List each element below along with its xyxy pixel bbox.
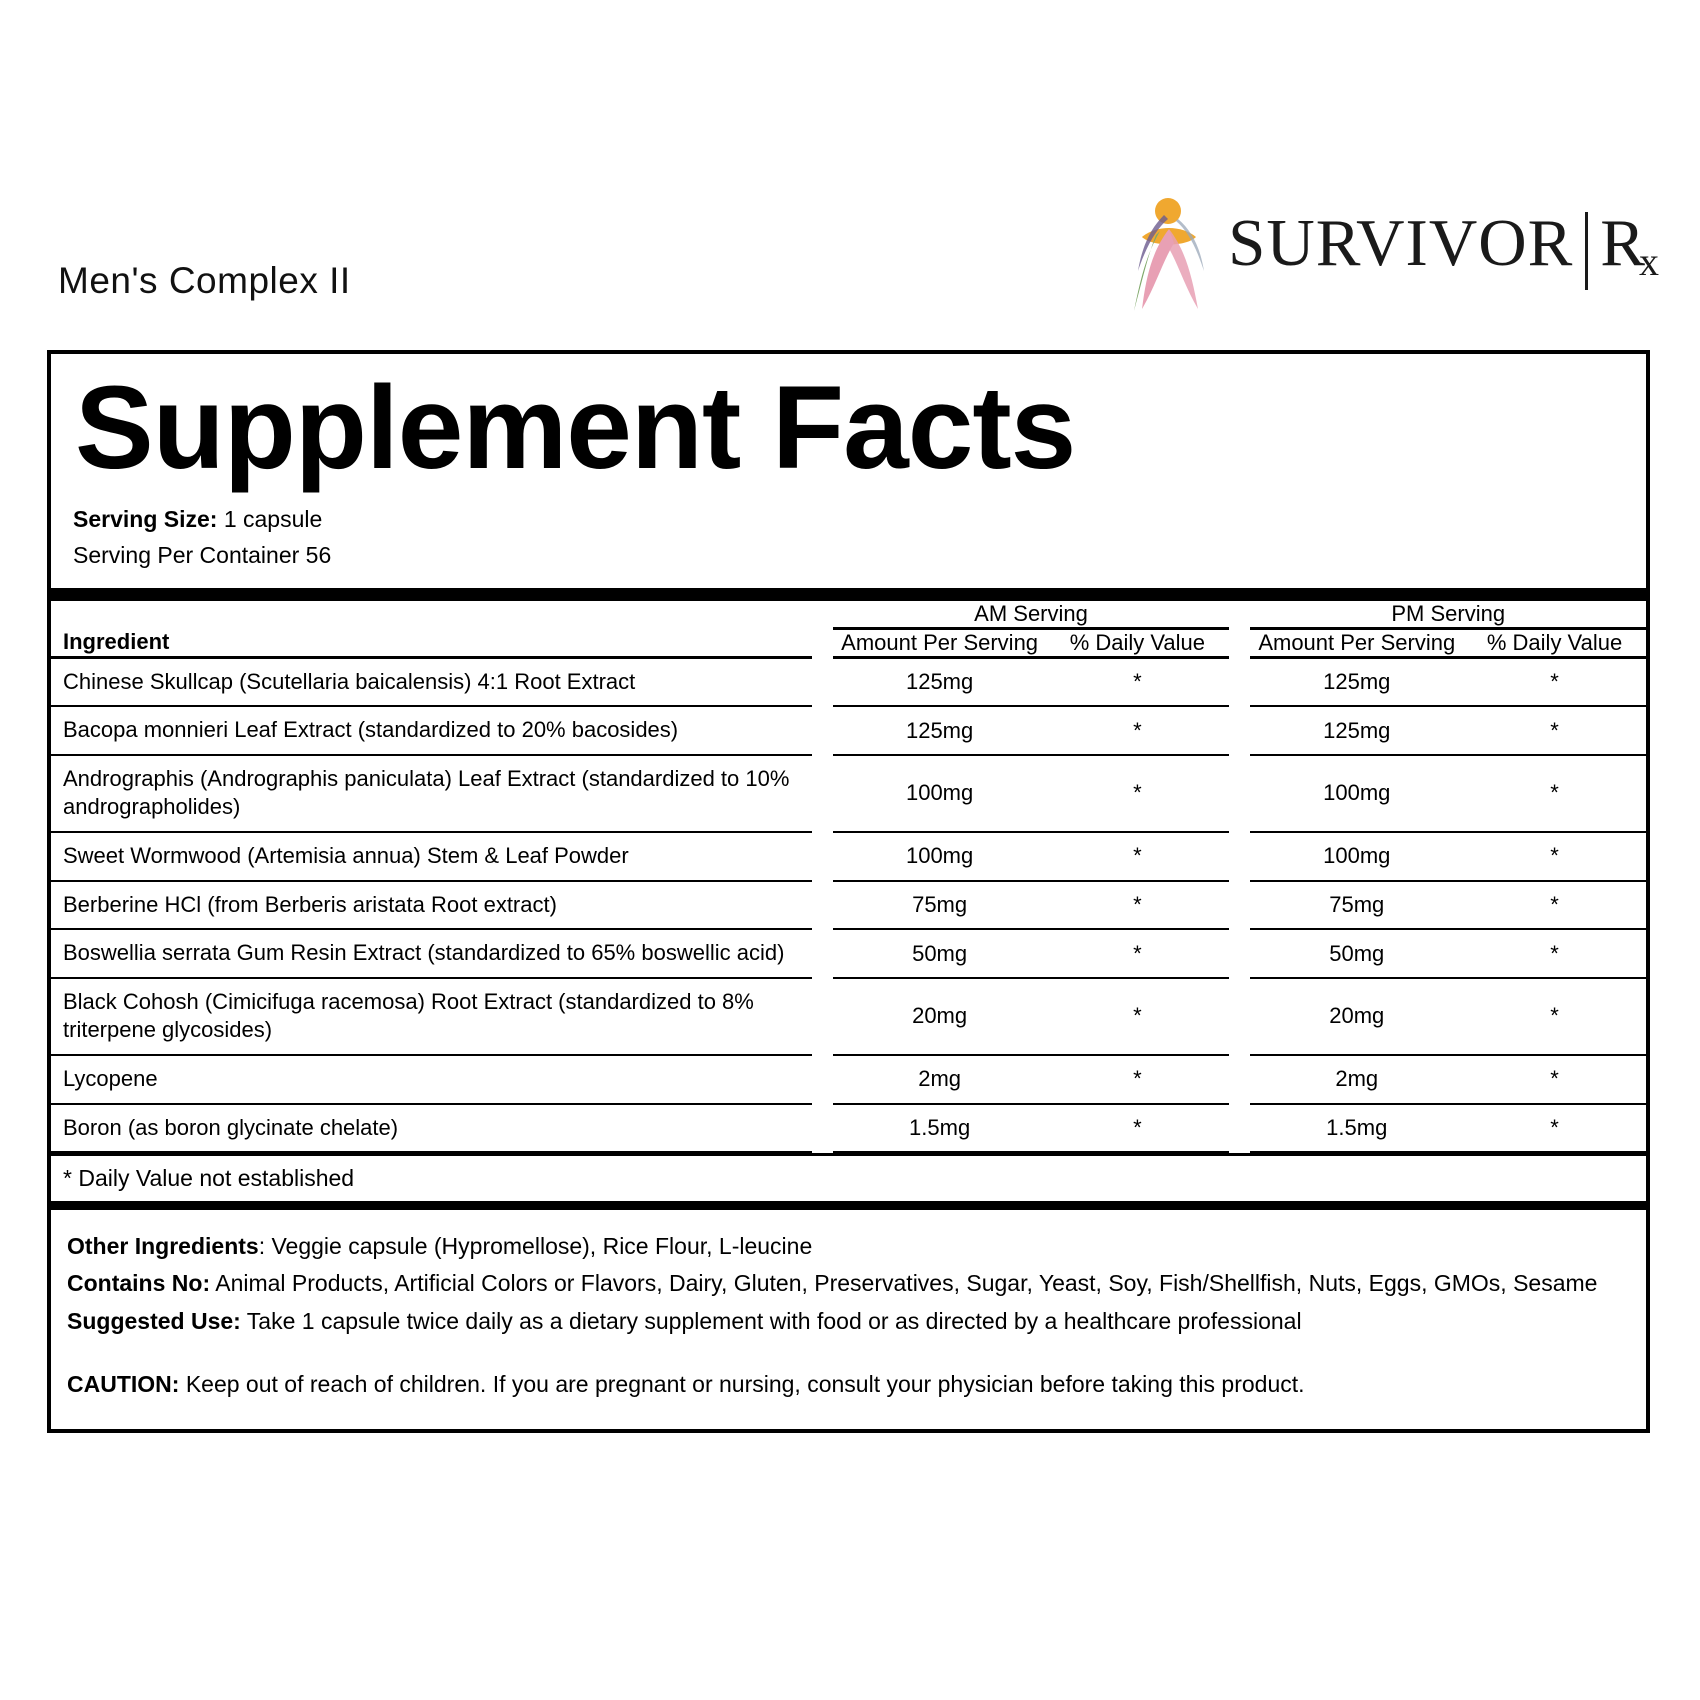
row-gap-1: [812, 881, 834, 930]
pm-daily-value: *: [1463, 832, 1646, 881]
suggested-use-value: Take 1 capsule twice daily as a dietary supplement with food or as directed by a healthcare professional: [240, 1307, 1302, 1334]
panel-divider-thick: [51, 588, 1646, 601]
group-header-gap-2: [1229, 601, 1251, 629]
row-gap-1: [812, 657, 834, 706]
column-header-am-amount: Amount Per Serving: [833, 628, 1046, 657]
brand-wordmark: [1228, 206, 1665, 290]
row-gap-1: [812, 929, 834, 978]
ingredient-name: Boswellia serrata Gum Resin Extract (standardized to 65% boswellic acid): [51, 929, 812, 978]
table-row: [51, 881, 1646, 930]
brand-separator: [1585, 212, 1588, 290]
brand-rx-main: R: [1600, 206, 1645, 280]
am-amount: 1.5mg: [833, 1104, 1046, 1153]
serving-size-label: Serving Size:: [73, 506, 218, 533]
ingredient-name: Lycopene: [51, 1055, 812, 1104]
servings-per-container: Serving Per Container 56: [73, 542, 332, 568]
row-gap-2: [1229, 755, 1251, 832]
brand-logo: [1112, 180, 1665, 320]
row-gap-2: [1229, 832, 1251, 881]
column-header-pm-dv: % Daily Value: [1463, 628, 1646, 657]
table-row: [51, 929, 1646, 978]
pm-daily-value: *: [1463, 1104, 1646, 1153]
ingredient-name: Chinese Skullcap (Scutellaria baicalensis) 4:1 Root Extract: [51, 657, 812, 706]
survivor-ribbon-icon: [1112, 185, 1222, 315]
table-row: [51, 1055, 1646, 1104]
column-header-gap-2: [1229, 628, 1251, 657]
row-gap-1: [812, 1104, 834, 1153]
serving-size-value: 1 capsule: [223, 506, 323, 533]
supplement-facts-table: [51, 601, 1646, 1154]
pm-amount: 125mg: [1250, 657, 1463, 706]
caution-line: [67, 1366, 1630, 1403]
pm-daily-value: *: [1463, 978, 1646, 1055]
pm-amount: 125mg: [1250, 706, 1463, 755]
row-gap-2: [1229, 706, 1251, 755]
ingredient-name: Boron (as boron glycinate chelate): [51, 1104, 812, 1153]
table-column-header-row: [51, 628, 1646, 657]
am-daily-value: *: [1046, 1055, 1229, 1104]
pm-amount: 75mg: [1250, 881, 1463, 930]
contains-no-label: Contains No:: [67, 1270, 211, 1297]
brand-name: SURVIVOR: [1228, 206, 1574, 280]
table-row: [51, 755, 1646, 832]
pm-daily-value: *: [1463, 657, 1646, 706]
pm-amount: 20mg: [1250, 978, 1463, 1055]
am-daily-value: *: [1046, 1104, 1229, 1153]
column-header-gap-1: [812, 628, 834, 657]
row-gap-2: [1229, 978, 1251, 1055]
ingredient-name: Black Cohosh (Cimicifuga racemosa) Root Extract (standardized to 8% triterpene glycosides): [51, 978, 812, 1055]
am-daily-value: *: [1046, 832, 1229, 881]
am-amount: 75mg: [833, 881, 1046, 930]
row-gap-1: [812, 706, 834, 755]
pm-daily-value: *: [1463, 1055, 1646, 1104]
am-daily-value: *: [1046, 881, 1229, 930]
group-header-am: AM Serving: [833, 601, 1229, 629]
row-gap-1: [812, 978, 834, 1055]
serving-size-line: [73, 502, 1646, 538]
pm-daily-value: *: [1463, 706, 1646, 755]
am-daily-value: *: [1046, 929, 1229, 978]
table-group-header-row: [51, 601, 1646, 629]
contains-no-line: [67, 1265, 1630, 1302]
brand-rx-sub: x: [1639, 239, 1659, 284]
caution-value: Keep out of reach of children. If you are pregnant or nursing, consult your physician before taking this product.: [179, 1370, 1305, 1397]
ingredient-name: Andrographis (Andrographis paniculata) Leaf Extract (standardized to 10% andrographolides): [51, 755, 812, 832]
group-header-pm: PM Serving: [1250, 601, 1646, 629]
row-gap-2: [1229, 881, 1251, 930]
pm-amount: 50mg: [1250, 929, 1463, 978]
daily-value-footnote: * Daily Value not established: [51, 1153, 1646, 1210]
am-daily-value: *: [1046, 755, 1229, 832]
row-gap-1: [812, 755, 834, 832]
caution-label: CAUTION:: [67, 1370, 180, 1397]
am-amount: 2mg: [833, 1055, 1046, 1104]
am-amount: 100mg: [833, 755, 1046, 832]
supplement-facts-panel: [47, 350, 1650, 1433]
other-ingredients-line: [67, 1228, 1630, 1265]
am-daily-value: *: [1046, 706, 1229, 755]
pm-amount: 100mg: [1250, 755, 1463, 832]
other-ingredients-value: : Veggie capsule (Hypromellose), Rice Flour, L-leucine: [258, 1233, 813, 1260]
table-row: [51, 1104, 1646, 1153]
column-header-am-dv: % Daily Value: [1046, 628, 1229, 657]
am-amount: 125mg: [833, 657, 1046, 706]
am-amount: 50mg: [833, 929, 1046, 978]
row-gap-1: [812, 1055, 834, 1104]
column-header-pm-amount: Amount Per Serving: [1250, 628, 1463, 657]
row-gap-2: [1229, 929, 1251, 978]
row-gap-2: [1229, 1104, 1251, 1153]
table-row: [51, 706, 1646, 755]
table-row: [51, 832, 1646, 881]
group-header-gap-1: [812, 601, 834, 629]
group-header-blank: [51, 601, 812, 629]
pm-daily-value: *: [1463, 929, 1646, 978]
supplement-facts-title: Supplement Facts: [75, 362, 1076, 494]
pm-amount: 100mg: [1250, 832, 1463, 881]
row-gap-2: [1229, 1055, 1251, 1104]
serving-information: [51, 492, 1646, 587]
label-footer: [51, 1210, 1646, 1429]
ingredient-name: Berberine HCl (from Berberis aristata Root extract): [51, 881, 812, 930]
ingredient-name: Sweet Wormwood (Artemisia annua) Stem & Leaf Powder: [51, 832, 812, 881]
am-amount: 100mg: [833, 832, 1046, 881]
ingredient-name: Bacopa monnieri Leaf Extract (standardized to 20% bacosides): [51, 706, 812, 755]
row-gap-1: [812, 832, 834, 881]
am-daily-value: *: [1046, 978, 1229, 1055]
suggested-use-label: Suggested Use:: [67, 1307, 241, 1334]
table-row: [51, 657, 1646, 706]
page-header: [0, 180, 1700, 330]
suggested-use-line: [67, 1303, 1630, 1340]
am-amount: 20mg: [833, 978, 1046, 1055]
brand-rx: [1600, 206, 1665, 284]
row-gap-2: [1229, 657, 1251, 706]
pm-daily-value: *: [1463, 755, 1646, 832]
contains-no-value: Animal Products, Artificial Colors or Flavors, Dairy, Gluten, Preservatives, Sugar, Yeast, Soy, Fish/Shellfish, Nuts, Eggs, GMOs, Sesame: [210, 1270, 1598, 1297]
page-title: Men's Complex II: [58, 260, 351, 301]
pm-amount: 1.5mg: [1250, 1104, 1463, 1153]
table-row: [51, 978, 1646, 1055]
pm-daily-value: *: [1463, 881, 1646, 930]
am-daily-value: *: [1046, 657, 1229, 706]
other-ingredients-label: Other Ingredients: [67, 1233, 259, 1260]
am-amount: 125mg: [833, 706, 1046, 755]
column-header-ingredient: Ingredient: [51, 628, 812, 657]
pm-amount: 2mg: [1250, 1055, 1463, 1104]
